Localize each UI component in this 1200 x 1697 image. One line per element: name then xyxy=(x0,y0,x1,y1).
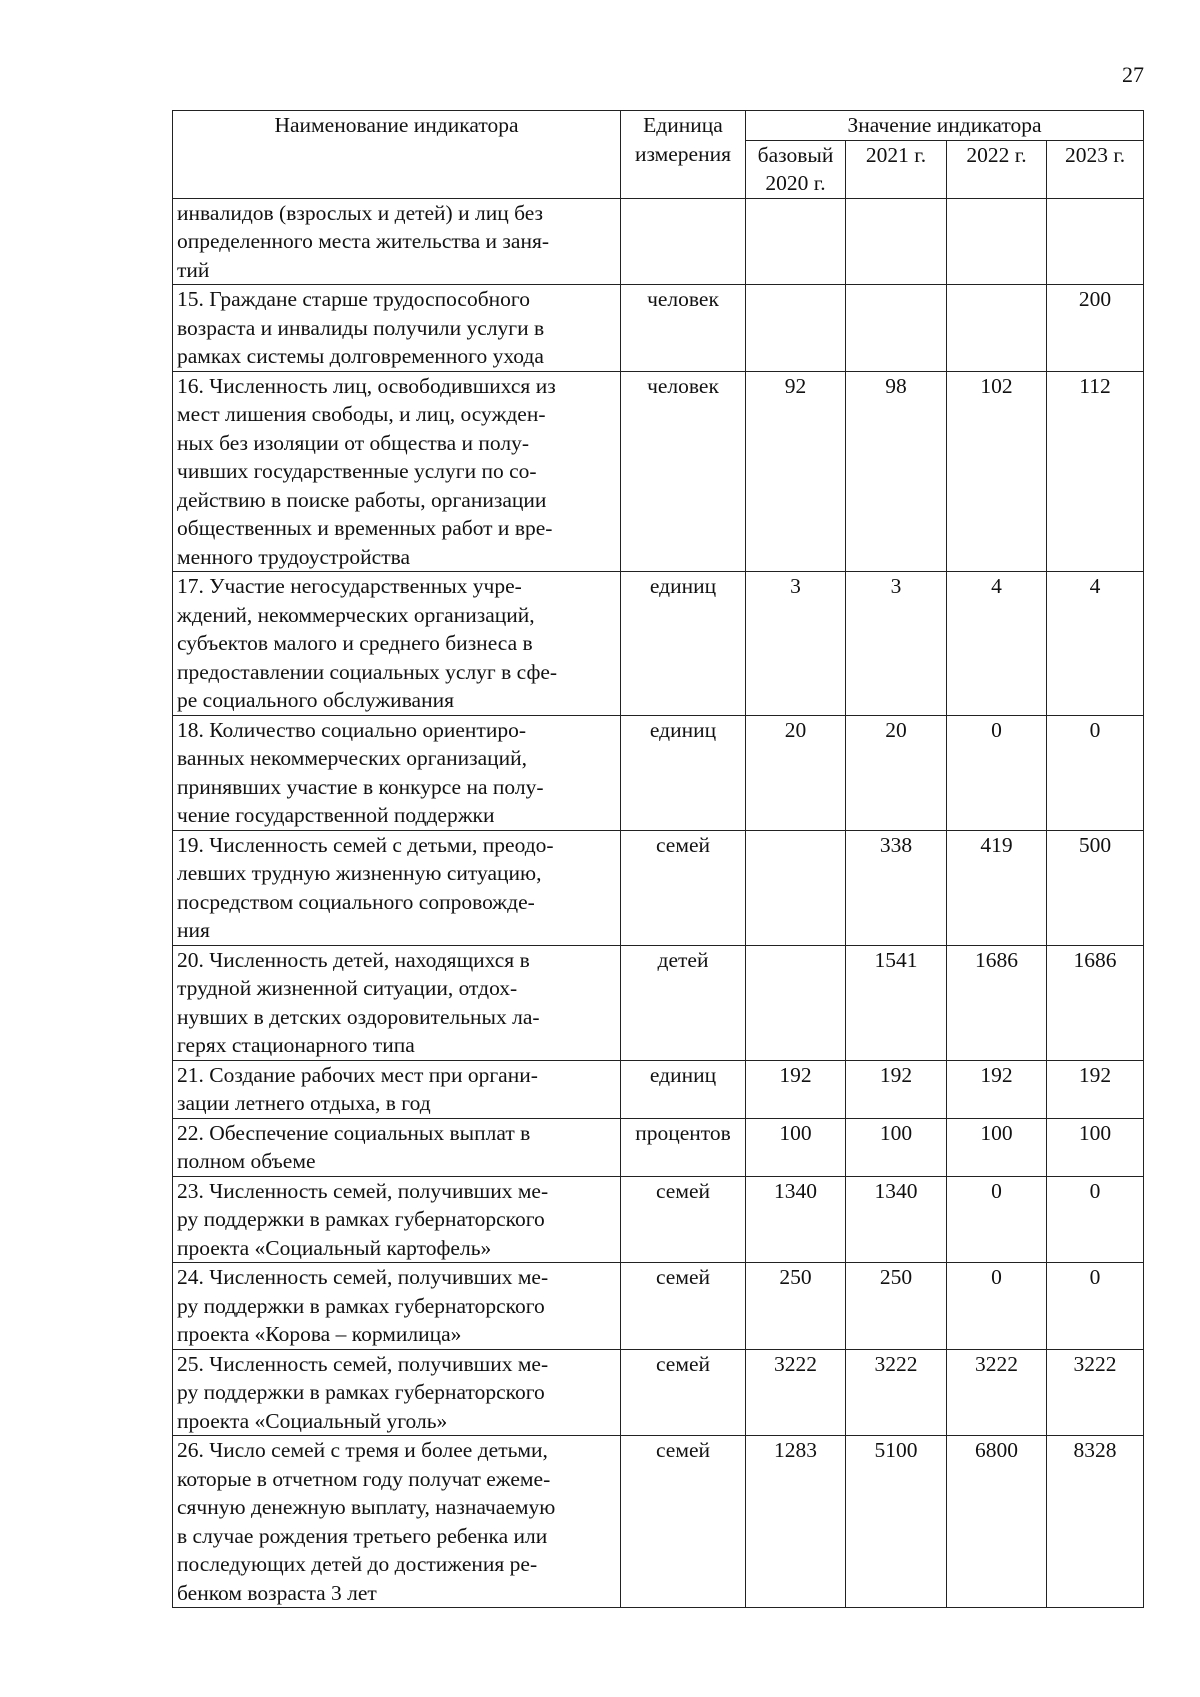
header-2023: 2023 г. xyxy=(1047,140,1144,198)
value-base-2020-cell: 1283 xyxy=(746,1436,846,1608)
header-2022: 2022 г. xyxy=(947,140,1047,198)
indicator-name-cell: 21. Создание рабочих мест при органи- зации летнего отдыха, в год xyxy=(173,1060,621,1118)
table-row xyxy=(173,1176,1144,1263)
unit-cell xyxy=(621,198,746,285)
value-2022-cell: 192 xyxy=(947,1060,1047,1118)
indicators-table xyxy=(172,110,1144,1608)
unit-cell: семей xyxy=(621,1349,746,1436)
value-2023-cell: 0 xyxy=(1047,1263,1144,1350)
value-base-2020-cell: 92 xyxy=(746,371,846,572)
unit-cell: семей xyxy=(621,1263,746,1350)
indicator-name-cell: 23. Численность семей, получивших ме- ру поддержки в рамках губернаторского проекта «Социальный картофель» xyxy=(173,1176,621,1263)
table-row xyxy=(173,1060,1144,1118)
value-base-2020-cell xyxy=(746,945,846,1060)
value-2023-cell: 0 xyxy=(1047,715,1144,830)
header-indicator-name: Наименование индикатора xyxy=(173,111,621,199)
unit-cell: детей xyxy=(621,945,746,1060)
value-2021-cell: 100 xyxy=(846,1118,947,1176)
value-base-2020-cell: 100 xyxy=(746,1118,846,1176)
table-body xyxy=(173,198,1144,1608)
value-2023-cell xyxy=(1047,198,1144,285)
page-number: 27 xyxy=(1122,62,1144,87)
value-2021-cell: 192 xyxy=(846,1060,947,1118)
value-base-2020-cell xyxy=(746,198,846,285)
unit-cell: человек xyxy=(621,285,746,372)
value-2021-cell: 338 xyxy=(846,830,947,945)
unit-cell: единиц xyxy=(621,715,746,830)
table-row xyxy=(173,1436,1144,1608)
value-2022-cell xyxy=(947,285,1047,372)
indicator-name-cell: 20. Численность детей, находящихся в трудной жизненной ситуации, отдох- нувших в детских оздоровительных ла- герях стационарного типа xyxy=(173,945,621,1060)
unit-cell: единиц xyxy=(621,1060,746,1118)
value-2022-cell: 0 xyxy=(947,1263,1047,1350)
unit-cell: процентов xyxy=(621,1118,746,1176)
unit-cell: человек xyxy=(621,371,746,572)
indicator-name-cell: 18. Количество социально ориентиро- ванных некоммерческих организаций, принявших участие в конкурсе на полу- чение государственной поддержки xyxy=(173,715,621,830)
table-row xyxy=(173,1263,1144,1350)
value-2022-cell xyxy=(947,198,1047,285)
header-indicator-value: Значение индикатора xyxy=(746,111,1144,141)
value-base-2020-cell: 3222 xyxy=(746,1349,846,1436)
value-2023-cell: 500 xyxy=(1047,830,1144,945)
value-2021-cell: 1340 xyxy=(846,1176,947,1263)
unit-cell: семей xyxy=(621,1436,746,1608)
table-row xyxy=(173,572,1144,716)
table-row xyxy=(173,371,1144,572)
value-base-2020-cell: 3 xyxy=(746,572,846,716)
unit-cell: семей xyxy=(621,1176,746,1263)
table-row xyxy=(173,830,1144,945)
table-row xyxy=(173,1349,1144,1436)
value-2021-cell: 3222 xyxy=(846,1349,947,1436)
value-2022-cell: 6800 xyxy=(947,1436,1047,1608)
value-2023-cell: 4 xyxy=(1047,572,1144,716)
value-base-2020-cell: 250 xyxy=(746,1263,846,1350)
value-2023-cell: 3222 xyxy=(1047,1349,1144,1436)
indicator-name-cell: 22. Обеспечение социальных выплат в полном объеме xyxy=(173,1118,621,1176)
indicator-name-cell: 24. Численность семей, получивших ме- ру поддержки в рамках губернаторского проекта «Корова – кормилица» xyxy=(173,1263,621,1350)
value-2022-cell: 0 xyxy=(947,1176,1047,1263)
value-2021-cell: 5100 xyxy=(846,1436,947,1608)
value-2021-cell: 3 xyxy=(846,572,947,716)
value-2023-cell: 1686 xyxy=(1047,945,1144,1060)
value-base-2020-cell: 20 xyxy=(746,715,846,830)
value-2022-cell: 100 xyxy=(947,1118,1047,1176)
indicator-name-cell: 25. Численность семей, получивших ме- ру поддержки в рамках губернаторского проекта «Социальный уголь» xyxy=(173,1349,621,1436)
value-2023-cell: 112 xyxy=(1047,371,1144,572)
value-2022-cell: 4 xyxy=(947,572,1047,716)
unit-cell: единиц xyxy=(621,572,746,716)
value-2021-cell: 20 xyxy=(846,715,947,830)
value-2021-cell: 98 xyxy=(846,371,947,572)
header-2021: 2021 г. xyxy=(846,140,947,198)
value-2022-cell: 3222 xyxy=(947,1349,1047,1436)
value-2023-cell: 0 xyxy=(1047,1176,1144,1263)
value-base-2020-cell: 1340 xyxy=(746,1176,846,1263)
value-2023-cell: 100 xyxy=(1047,1118,1144,1176)
value-2023-cell: 192 xyxy=(1047,1060,1144,1118)
value-2023-cell: 200 xyxy=(1047,285,1144,372)
value-2023-cell: 8328 xyxy=(1047,1436,1144,1608)
value-2022-cell: 0 xyxy=(947,715,1047,830)
header-base-2020: базовый 2020 г. xyxy=(746,140,846,198)
indicator-name-cell: 26. Число семей с тремя и более детьми, которые в отчетном году получат ежеме- сячную денежную выплату, назначаемую в случае рождения третьего ребенка или последующих детей до достижения ре- бенком возраста 3 лет xyxy=(173,1436,621,1608)
indicator-name-cell: 19. Численность семей с детьми, преодо- левших трудную жизненную ситуацию, посредством социального сопровожде- ния xyxy=(173,830,621,945)
header-unit: Единица измерения xyxy=(621,111,746,199)
table-header xyxy=(173,111,1144,199)
value-base-2020-cell xyxy=(746,830,846,945)
table-row xyxy=(173,1118,1144,1176)
table-row xyxy=(173,285,1144,372)
table-row xyxy=(173,945,1144,1060)
indicator-name-cell: 17. Участие негосударственных учре- ждений, некоммерческих организаций, субъектов малого и среднего бизнеса в предоставлении социальных услуг в сфе- ре социального обслуживания xyxy=(173,572,621,716)
value-base-2020-cell xyxy=(746,285,846,372)
table-row xyxy=(173,198,1144,285)
value-2022-cell: 419 xyxy=(947,830,1047,945)
indicator-name-cell: 15. Граждане старше трудоспособного возраста и инвалиды получили услуги в рамках системы долговременного ухода xyxy=(173,285,621,372)
value-2021-cell xyxy=(846,285,947,372)
value-2022-cell: 1686 xyxy=(947,945,1047,1060)
value-base-2020-cell: 192 xyxy=(746,1060,846,1118)
value-2022-cell: 102 xyxy=(947,371,1047,572)
value-2021-cell: 250 xyxy=(846,1263,947,1350)
indicator-name-cell: 16. Численность лиц, освободившихся из мест лишения свободы, и лиц, осужден- ных без изоляции от общества и полу- чивших государственные услуги по со- действию в поиске работы, организации общественных и временных работ и вре- менного трудоустройства xyxy=(173,371,621,572)
indicator-name-cell: инвалидов (взрослых и детей) и лиц без определенного места жительства и заня- тий xyxy=(173,198,621,285)
value-2021-cell xyxy=(846,198,947,285)
value-2021-cell: 1541 xyxy=(846,945,947,1060)
unit-cell: семей xyxy=(621,830,746,945)
table-row xyxy=(173,715,1144,830)
